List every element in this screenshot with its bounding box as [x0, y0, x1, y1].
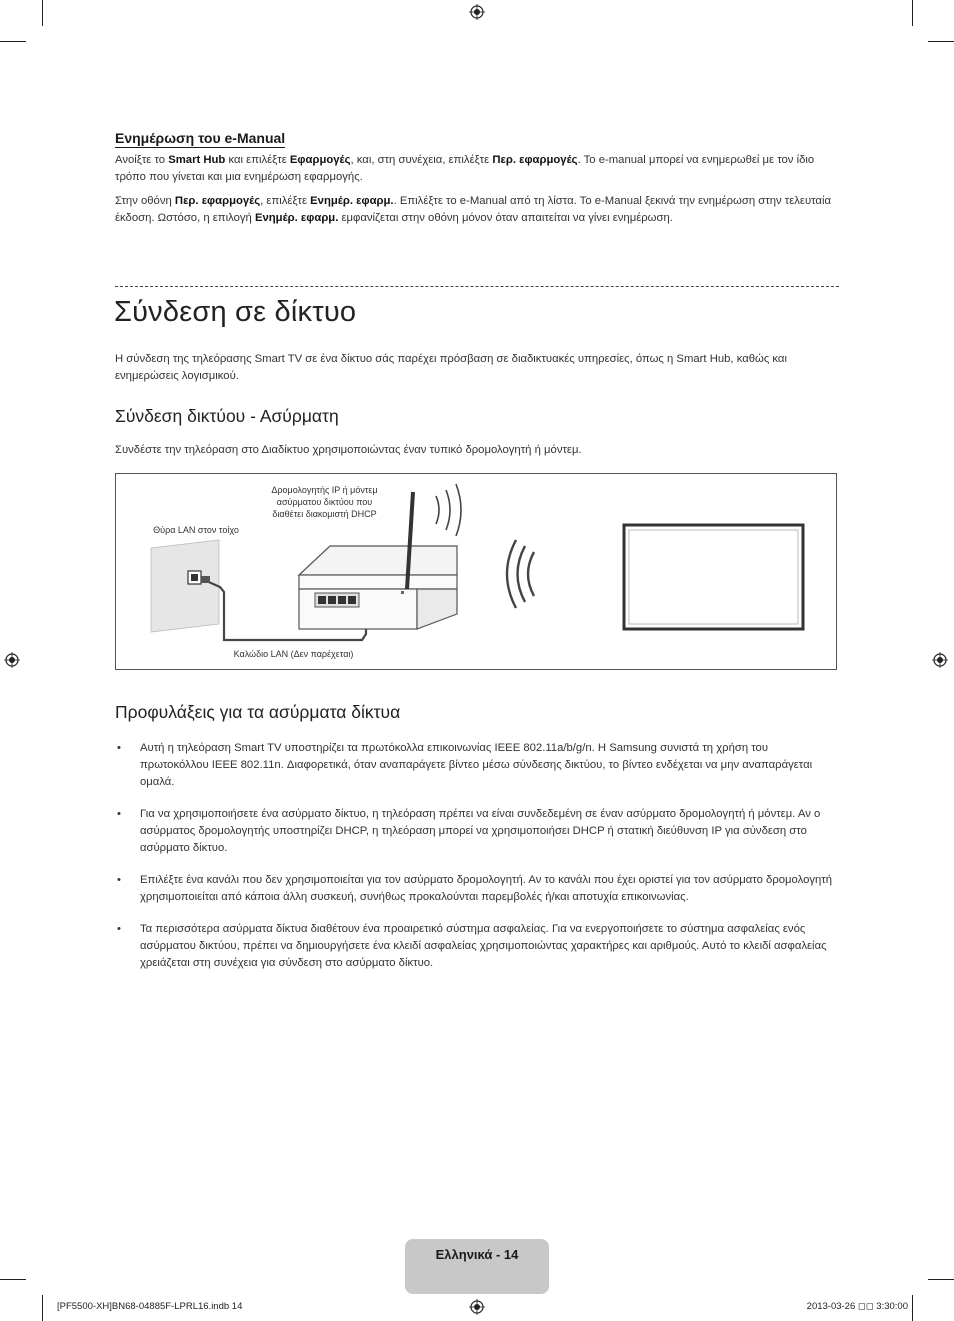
registration-mark-icon [932, 652, 948, 668]
crop-mark [42, 1295, 43, 1321]
registration-mark-icon [469, 4, 485, 20]
diagram-illustration [116, 474, 836, 669]
crop-mark [912, 1295, 913, 1321]
wireless-heading: Σύνδεση δικτύου - Ασύρματη [115, 406, 339, 426]
footer-timestamp: 2013-03-26 ◻◻ 3:30:00 [806, 1301, 908, 1312]
precaution-text: Τα περισσότερα ασύρματα δίκτυα διαθέτουν ένα προαιρετικό σύστημα ασφαλείας. Για να ενεργοποιήσετε το σύστημα ασφαλείας ενός ασύρματου δικτύου, πρέπει να δημιουργήσετε ένα κλειδί ασφαλείας χρησιμοποιώντας χαρακτήρες και αριθμούς. Αυτό το κλειδί ασφαλείας χρειάζεται στη συνέχεια για σύνδεση στο ασύρματο δίκτυο. [140, 923, 827, 969]
list-item [115, 872, 837, 906]
bullet-icon: • [117, 808, 121, 820]
footer-file-info: [PF5500-XH]BN68-04885F-LPRL16.indb 14 [57, 1301, 243, 1312]
emanual-update-paragraph-1: Ανοίξτε το Smart Hub και επιλέξτε Εφαρμογές, και, στη συνέχεια, επιλέξτε Περ. εφαρμογές. Το e-manual μπορεί να ενημερωθεί με τον ίδιο τρόπο που γίνεται και μια ενημέρωση εφαρμογής. [115, 154, 815, 183]
tv-icon [624, 525, 803, 629]
page-number-tab [405, 1239, 549, 1294]
network-intro: Η σύνδεση της τηλεόρασης Smart TV σε ένα δίκτυο σάς παρέχει πρόσβαση σε διαδικτυακές υπηρεσίες, όπως η Smart Hub, καθώς και ενημερώσεις λογισμικού. [115, 353, 787, 382]
list-item [115, 740, 837, 791]
crop-mark [0, 1279, 26, 1280]
precaution-text: Επιλέξτε ένα κανάλι που δεν χρησιμοποιείται για τον ασύρματο δρομολογητή. Αν το κανάλι που έχει οριστεί για τον ασύρματο δρομολογητή χρησιμοποιείται από κάποια άλλη συσκευή, συνήθως προκαλούνται παρεμβολές ή/και αποτυχία επικοινωνίας. [140, 874, 833, 903]
wireless-connection-diagram [115, 473, 837, 670]
wall-port-label: Θύρα LAN στον τοίχο [153, 525, 239, 535]
section-divider [115, 286, 839, 287]
bullet-icon: • [117, 874, 121, 886]
bullet-icon: • [117, 742, 121, 754]
precautions-heading: Προφυλάξεις για τα ασύρματα δίκτυα [115, 702, 401, 722]
wall-icon [151, 540, 219, 632]
router-label: Δρομολογητής IP ή μόντεμ ασύρματου δικτύου που διαθέτει διακομιστή DHCP [271, 485, 378, 519]
list-item [115, 921, 837, 972]
bullet-icon: • [117, 923, 121, 935]
router-wifi-waves-icon [436, 484, 461, 536]
emanual-update-paragraph-2: Στην οθόνη Περ. εφαρμογές, επιλέξτε Ενημέρ. εφαρμ.. Επιλέξτε το e-Manual από τη λίστα. Το e-Manual ξεκινά την ενημέρωση στην τελευταία έκδοση. Ωστόσο, η επιλογή Ενημέρ. εφαρμ. εμφανίζεται στην οθόνη μόνον όταν απαιτείται να γίνει ενημέρωση. [115, 195, 831, 224]
list-item [115, 806, 837, 857]
crop-mark [42, 0, 43, 26]
registration-mark-icon [4, 652, 20, 668]
wifi-signal-icon [507, 540, 534, 608]
lan-cable-label: Καλώδιο LAN (Δεν παρέχεται) [233, 649, 354, 659]
crop-mark [912, 0, 913, 26]
precaution-text: Για να χρησιμοποιήσετε ένα ασύρματο δίκτυο, η τηλεόραση πρέπει να είναι συνδεδεμένη σε έναν ασύρματο δρομολογητή ή μόντεμ. Αν ο ασύρματος δρομολογητής υποστηρίζει DHCP, η τηλεόραση μπορεί να χρησιμοποιήσει DHCP ή στατική διεύθυνση IP για σύνδεση στο ασύρματο δίκτυο. [140, 808, 821, 854]
wireless-description: Συνδέστε την τηλεόραση στο Διαδίκτυο χρησιμοποιώντας έναν τυπικό δρομολογητή ή μόντεμ. [115, 444, 582, 456]
crop-mark [928, 41, 954, 42]
registration-mark-icon [469, 1299, 485, 1315]
crop-mark [928, 1279, 954, 1280]
emanual-update-title: Ενημέρωση του e-Manual [115, 130, 286, 146]
crop-mark [0, 41, 26, 42]
precaution-text: Αυτή η τηλεόραση Smart TV υποστηρίζει τα πρωτόκολλα επικοινωνίας IEEE 802.11a/b/g/n. Η Samsung συνιστά τη χρήση του πρωτοκόλλου IEEE 802.11n. Διαφορετικά, όταν αναπαράγετε βίντεο μέσω σύνδεσης δικτύου, το βίντεο ενδέχεται να μην αναπαράγεται ομαλά. [140, 742, 813, 788]
page-title: Σύνδεση σε δίκτυο [114, 296, 357, 328]
precautions-list [115, 740, 837, 972]
page-label: Ελληνικά - 14 [435, 1247, 519, 1262]
